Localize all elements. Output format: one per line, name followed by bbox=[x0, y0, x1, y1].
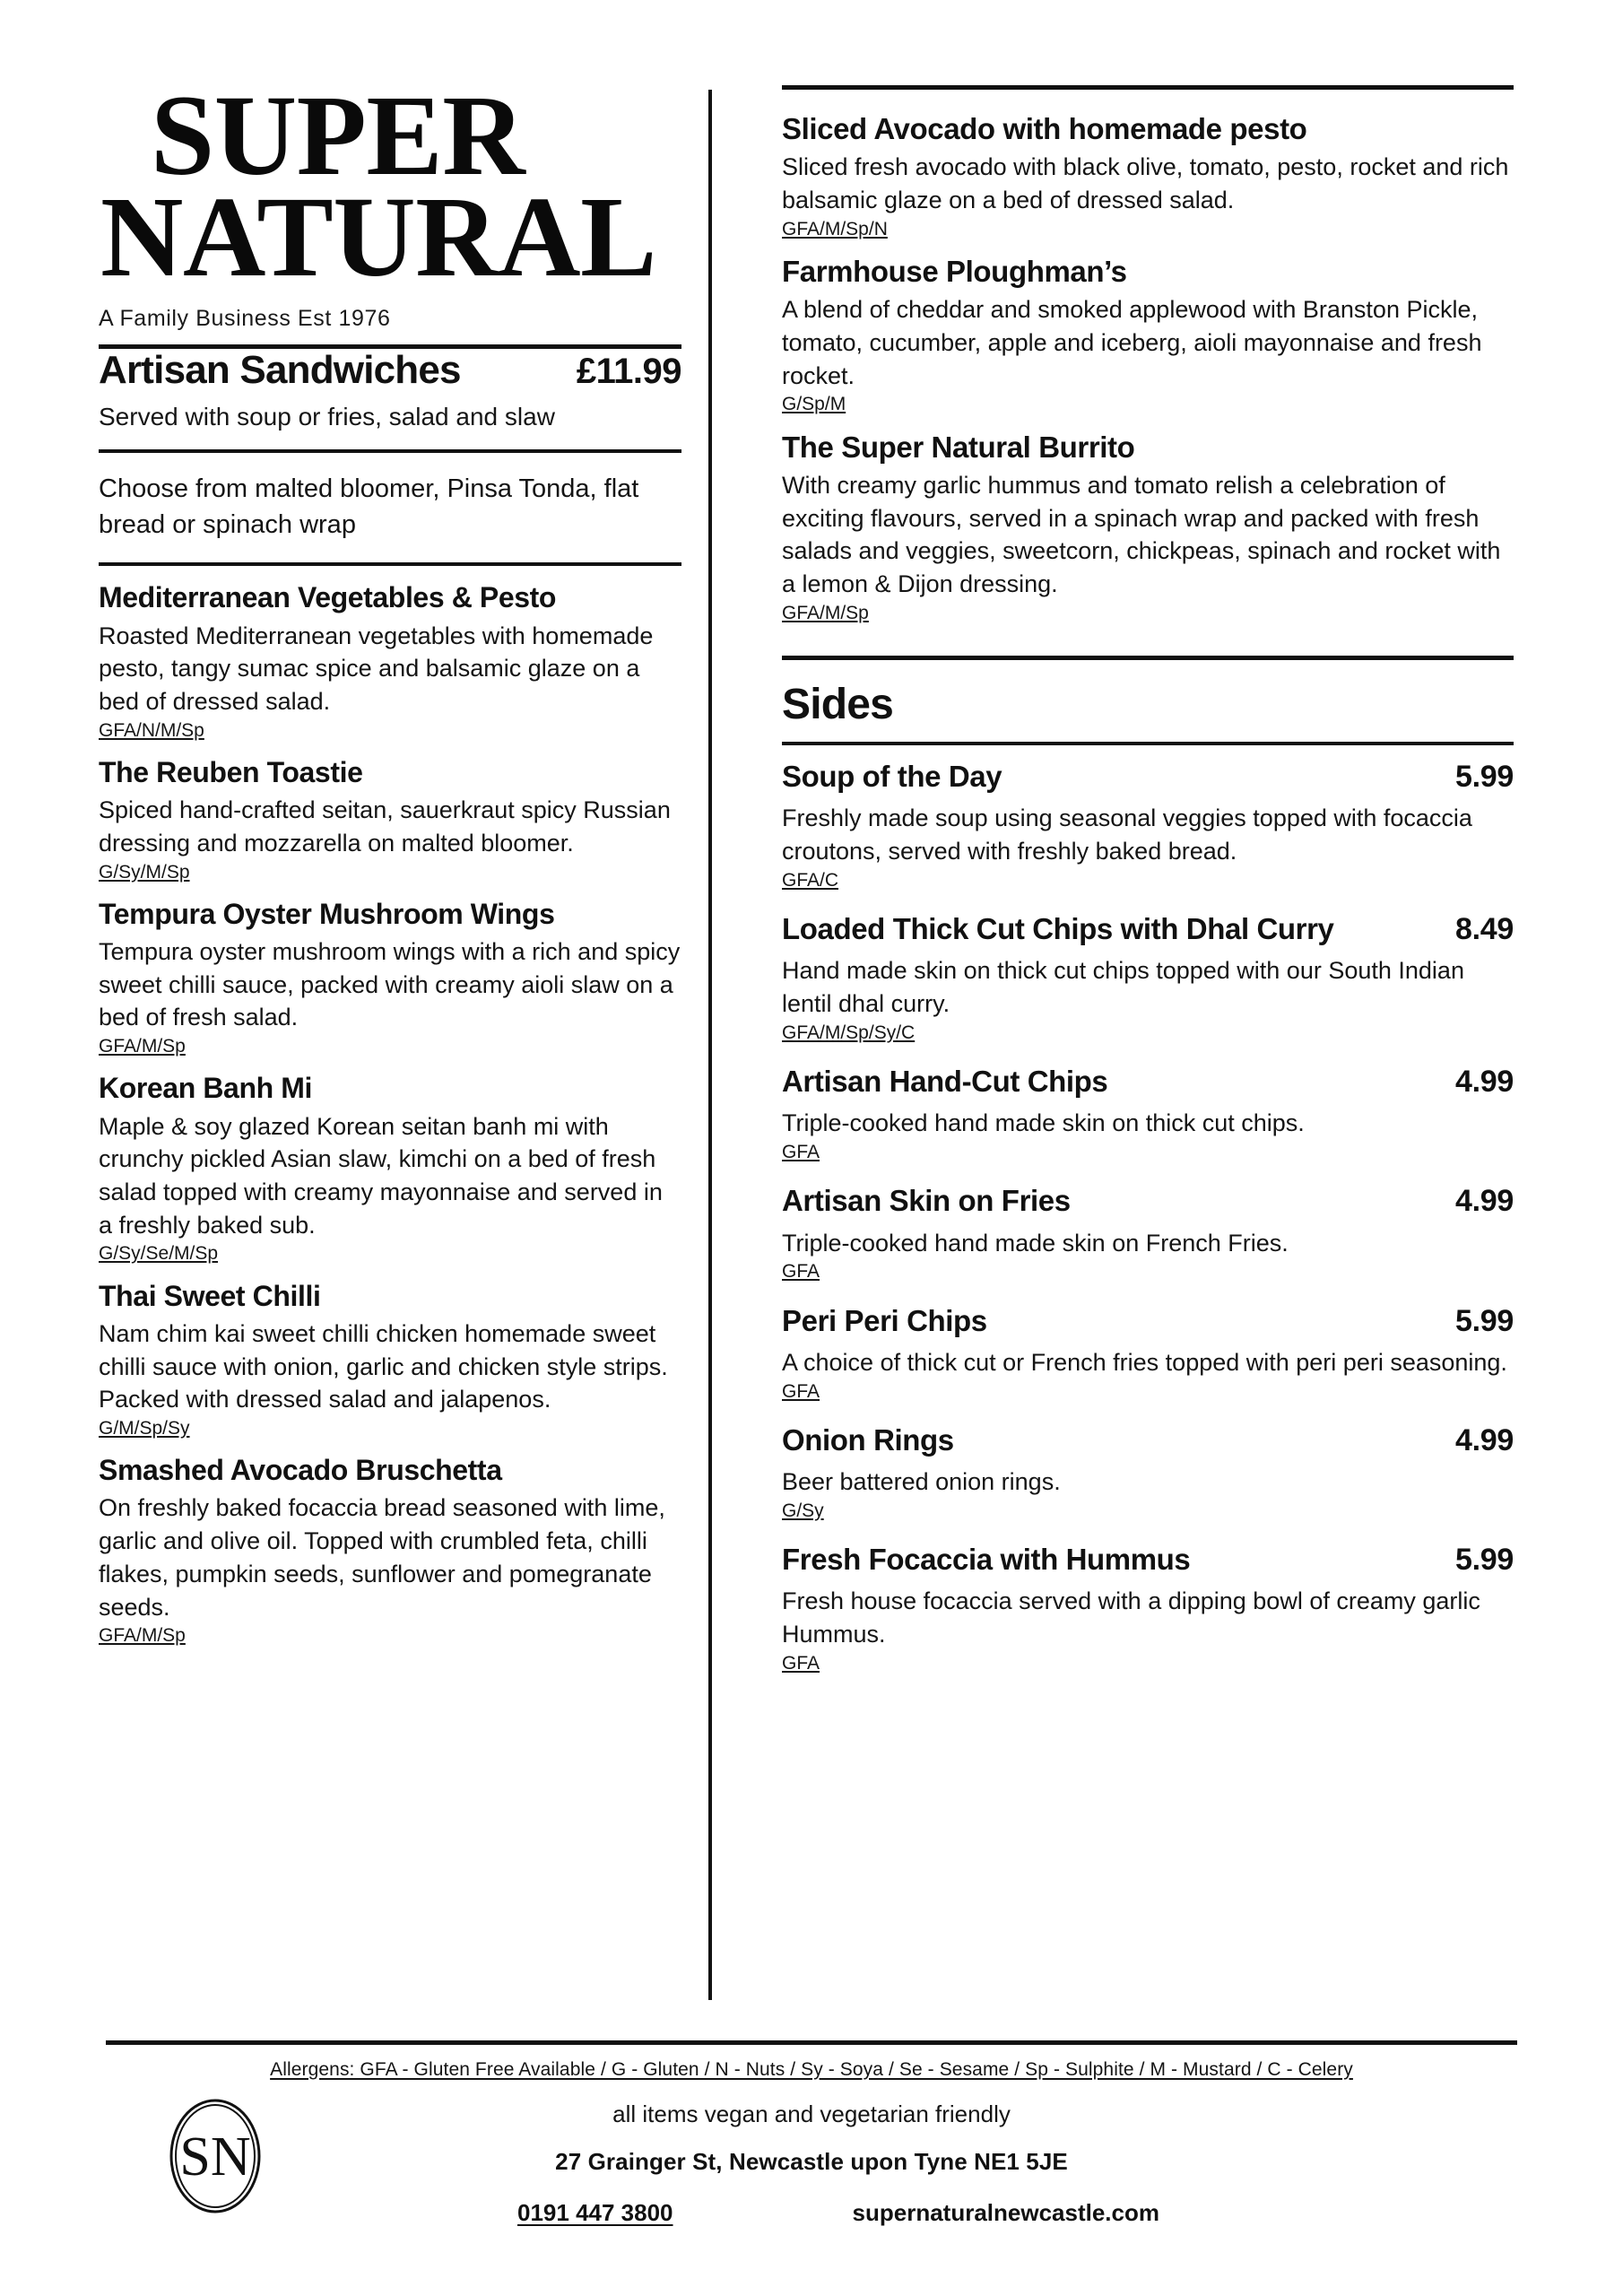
menu-item-allergens: G/Sy/M/Sp bbox=[99, 861, 190, 883]
menu-item bbox=[99, 899, 681, 1059]
side-item-name: Soup of the Day bbox=[782, 760, 1002, 794]
side-item-header bbox=[782, 1528, 1514, 1579]
menu-item-name: Farmhouse Ploughman’s bbox=[782, 254, 1127, 288]
side-item-description: A choice of thick cut or French fries topped with peri peri seasoning. bbox=[782, 1348, 1507, 1376]
side-item-allergens: GFA/M/Sp/Sy/C bbox=[782, 1022, 916, 1043]
menu-item-description: Roasted Mediterranean vegetables with homemade pesto, tangy sumac spice and balsamic glaze on a bed of dressed salad. bbox=[99, 622, 654, 715]
menu-item-name: Tempura Oyster Mushroom Wings bbox=[99, 897, 555, 930]
footer-phone[interactable]: 0191 447 3800 bbox=[517, 2199, 673, 2226]
menu-item-allergens: GFA/M/Sp/N bbox=[782, 218, 888, 239]
side-item-allergens: GFA/C bbox=[782, 869, 839, 891]
menu-item-description: With creamy garlic hummus and tomato relish a celebration of exciting flavours, served in a spinach wrap and packed with fresh salads and veggies, sweetcorn, chickpeas, spinach and rocket with a lemon & Dijon dressing. bbox=[782, 471, 1501, 598]
side-item-description: Fresh house focaccia served with a dipping bowl of creamy garlic Hummus. bbox=[782, 1587, 1480, 1648]
menu-item-name: Sliced Avocado with homemade pesto bbox=[782, 112, 1307, 145]
side-item-description: Freshly made soup using seasonal veggies topped with focaccia croutons, served with freshly baked bread. bbox=[782, 804, 1472, 865]
menu-item-description: Sliced fresh avocado with black olive, tomato, pesto, rocket and rich balsamic glaze on a bed of dressed salad. bbox=[782, 153, 1509, 214]
side-item-allergens: GFA bbox=[782, 1380, 820, 1402]
side-item-description: Hand made skin on thick cut chips topped with our South Indian lentil dhal curry. bbox=[782, 957, 1464, 1018]
logo-line-super: SUPER bbox=[151, 72, 525, 199]
right-column bbox=[712, 85, 1623, 2040]
footer-contact bbox=[106, 2199, 1517, 2227]
menu-item-description: A blend of cheddar and smoked applewood with Branston Pickle, tomato, cucumber, apple and iceberg, aioli mayonnaise and fresh rocket. bbox=[782, 296, 1482, 389]
allergen-key: Allergens: GFA - Gluten Free Available / G - Gluten / N - Nuts / Sy - Soya / Se - Sesame / Sp - Sulphite / M - Mustard / C - Celery bbox=[270, 2059, 1353, 2080]
divider-below-choose-note bbox=[99, 562, 681, 566]
side-item bbox=[782, 1050, 1514, 1164]
sn-monogram-logo bbox=[169, 2098, 262, 2214]
menu-item-allergens: GFA/M/Sp bbox=[99, 1036, 186, 1057]
side-item-header bbox=[782, 1409, 1514, 1460]
menu-item bbox=[99, 1073, 681, 1265]
side-item-description: Beer battered onion rings. bbox=[782, 1468, 1061, 1496]
menu-item bbox=[99, 582, 681, 743]
divider-top-right bbox=[782, 85, 1514, 90]
menu-item-description: Maple & soy glazed Korean seitan banh mi with crunchy pickled Asian slaw, kimchi on a bed of fresh salad topped with creamy mayonnaise and served in a freshly baked sub. bbox=[99, 1112, 663, 1239]
menu-item-allergens: GFA/N/M/Sp bbox=[99, 719, 204, 741]
side-item-name: Artisan Hand-Cut Chips bbox=[782, 1065, 1108, 1099]
menu-item bbox=[782, 431, 1514, 625]
side-item-allergens: G/Sy bbox=[782, 1500, 824, 1521]
side-item-price: 8.49 bbox=[1455, 912, 1514, 947]
menu-item-name: Korean Banh Mi bbox=[99, 1072, 312, 1105]
menu-item bbox=[99, 757, 681, 884]
sandwiches-price: £11.99 bbox=[576, 351, 681, 391]
side-item-price: 4.99 bbox=[1455, 1184, 1514, 1219]
brand-tagline: A Family Business Est 1976 bbox=[99, 305, 391, 331]
logo-line-natural: NATURAL bbox=[100, 172, 656, 300]
side-item bbox=[782, 1528, 1514, 1675]
svg-text:SN: SN bbox=[179, 2126, 251, 2187]
menu-item-allergens: GFA/M/Sp bbox=[782, 602, 869, 623]
side-item-header bbox=[782, 898, 1514, 949]
menu-item-name: Thai Sweet Chilli bbox=[99, 1279, 321, 1312]
menu-item-description: Nam chim kai sweet chilli chicken homemade sweet chilli sauce with onion, garlic and chicken style strips. Packed with dressed salad and jalapenos. bbox=[99, 1319, 668, 1413]
footer-body bbox=[106, 2100, 1517, 2227]
side-item-name: Loaded Thick Cut Chips with Dhal Curry bbox=[782, 912, 1334, 946]
side-item-header bbox=[782, 1050, 1514, 1101]
sides-heading: Sides bbox=[782, 681, 894, 729]
divider-below-sides-heading bbox=[782, 742, 1514, 745]
side-item-header bbox=[782, 756, 1514, 796]
menu-item-allergens: G/Sp/M bbox=[782, 394, 846, 415]
side-item bbox=[782, 1290, 1514, 1404]
side-item-description: Triple-cooked hand made skin on French Fries. bbox=[782, 1229, 1289, 1257]
divider-above-footer bbox=[106, 2040, 1517, 2045]
menu-item-allergens: G/Sy/Se/M/Sp bbox=[99, 1243, 219, 1265]
menu-item-description: Tempura oyster mushroom wings with a rich and spicy sweet chilli sauce, packed with creamy aioli slaw on a bed of fresh salad. bbox=[99, 937, 681, 1031]
side-item-allergens: GFA bbox=[782, 1142, 820, 1163]
side-item-name: Artisan Skin on Fries bbox=[782, 1184, 1071, 1218]
menu-item-name: The Super Natural Burrito bbox=[782, 430, 1135, 464]
sandwiches-choose-note: Choose from malted bloomer, Pinsa Tonda, flat bread or spinach wrap bbox=[99, 474, 639, 540]
side-item-allergens: GFA bbox=[782, 1652, 820, 1674]
menu-item-allergens: G/M/Sp/Sy bbox=[99, 1418, 190, 1439]
menu-item-allergens: GFA/M/Sp bbox=[99, 1625, 186, 1647]
menu-item-description: On freshly baked focaccia bread seasoned with lime, garlic and olive oil. Topped with crumbled feta, chilli flakes, pumpkin seeds, sunflower and pomegranate seeds. bbox=[99, 1494, 665, 1621]
menu-item bbox=[99, 1281, 681, 1441]
side-item-price: 4.99 bbox=[1455, 1422, 1514, 1457]
sandwiches-title: Artisan Sandwiches bbox=[99, 347, 461, 392]
side-item-allergens: GFA bbox=[782, 1261, 820, 1283]
footer-address: 27 Grainger St, Newcastle upon Tyne NE1 5JE bbox=[555, 2148, 1068, 2175]
menu-item bbox=[782, 113, 1514, 241]
side-item-header bbox=[782, 1290, 1514, 1341]
side-item-header bbox=[782, 1170, 1514, 1221]
divider-above-sides bbox=[782, 656, 1514, 660]
brand-logo bbox=[99, 72, 681, 300]
menu-item-description: Spiced hand-crafted seitan, sauerkraut spicy Russian dressing and mozzarella on malted bloomer. bbox=[99, 796, 671, 857]
side-item-price: 5.99 bbox=[1455, 1543, 1514, 1578]
side-item bbox=[782, 1409, 1514, 1523]
divider-above-choose-note bbox=[99, 449, 681, 453]
side-item bbox=[782, 756, 1514, 892]
side-item-description: Triple-cooked hand made skin on thick cut chips. bbox=[782, 1109, 1305, 1137]
page-footer bbox=[0, 2040, 1623, 2296]
side-item-name: Peri Peri Chips bbox=[782, 1303, 987, 1337]
menu-item bbox=[782, 256, 1514, 417]
menu-item-name: The Reuben Toastie bbox=[99, 755, 363, 788]
menu-item bbox=[99, 1455, 681, 1648]
side-item bbox=[782, 898, 1514, 1045]
side-item bbox=[782, 1170, 1514, 1283]
side-item-name: Fresh Focaccia with Hummus bbox=[782, 1543, 1191, 1577]
left-column bbox=[0, 72, 708, 2040]
side-item-price: 5.99 bbox=[1455, 760, 1514, 795]
menu-item-name: Smashed Avocado Bruschetta bbox=[99, 1454, 502, 1487]
sandwiches-subtitle: Served with soup or fries, salad and slaw bbox=[99, 402, 555, 430]
footer-website[interactable]: supernaturalnewcastle.com bbox=[852, 2199, 1159, 2226]
sandwiches-section-header bbox=[99, 349, 681, 392]
side-item-name: Onion Rings bbox=[782, 1422, 954, 1457]
side-item-price: 5.99 bbox=[1455, 1303, 1514, 1338]
side-item-price: 4.99 bbox=[1455, 1065, 1514, 1100]
menu-item-name: Mediterranean Vegetables & Pesto bbox=[99, 581, 557, 614]
menu-columns bbox=[0, 72, 1623, 2040]
vegan-note: all items vegan and vegetarian friendly bbox=[612, 2100, 1011, 2127]
